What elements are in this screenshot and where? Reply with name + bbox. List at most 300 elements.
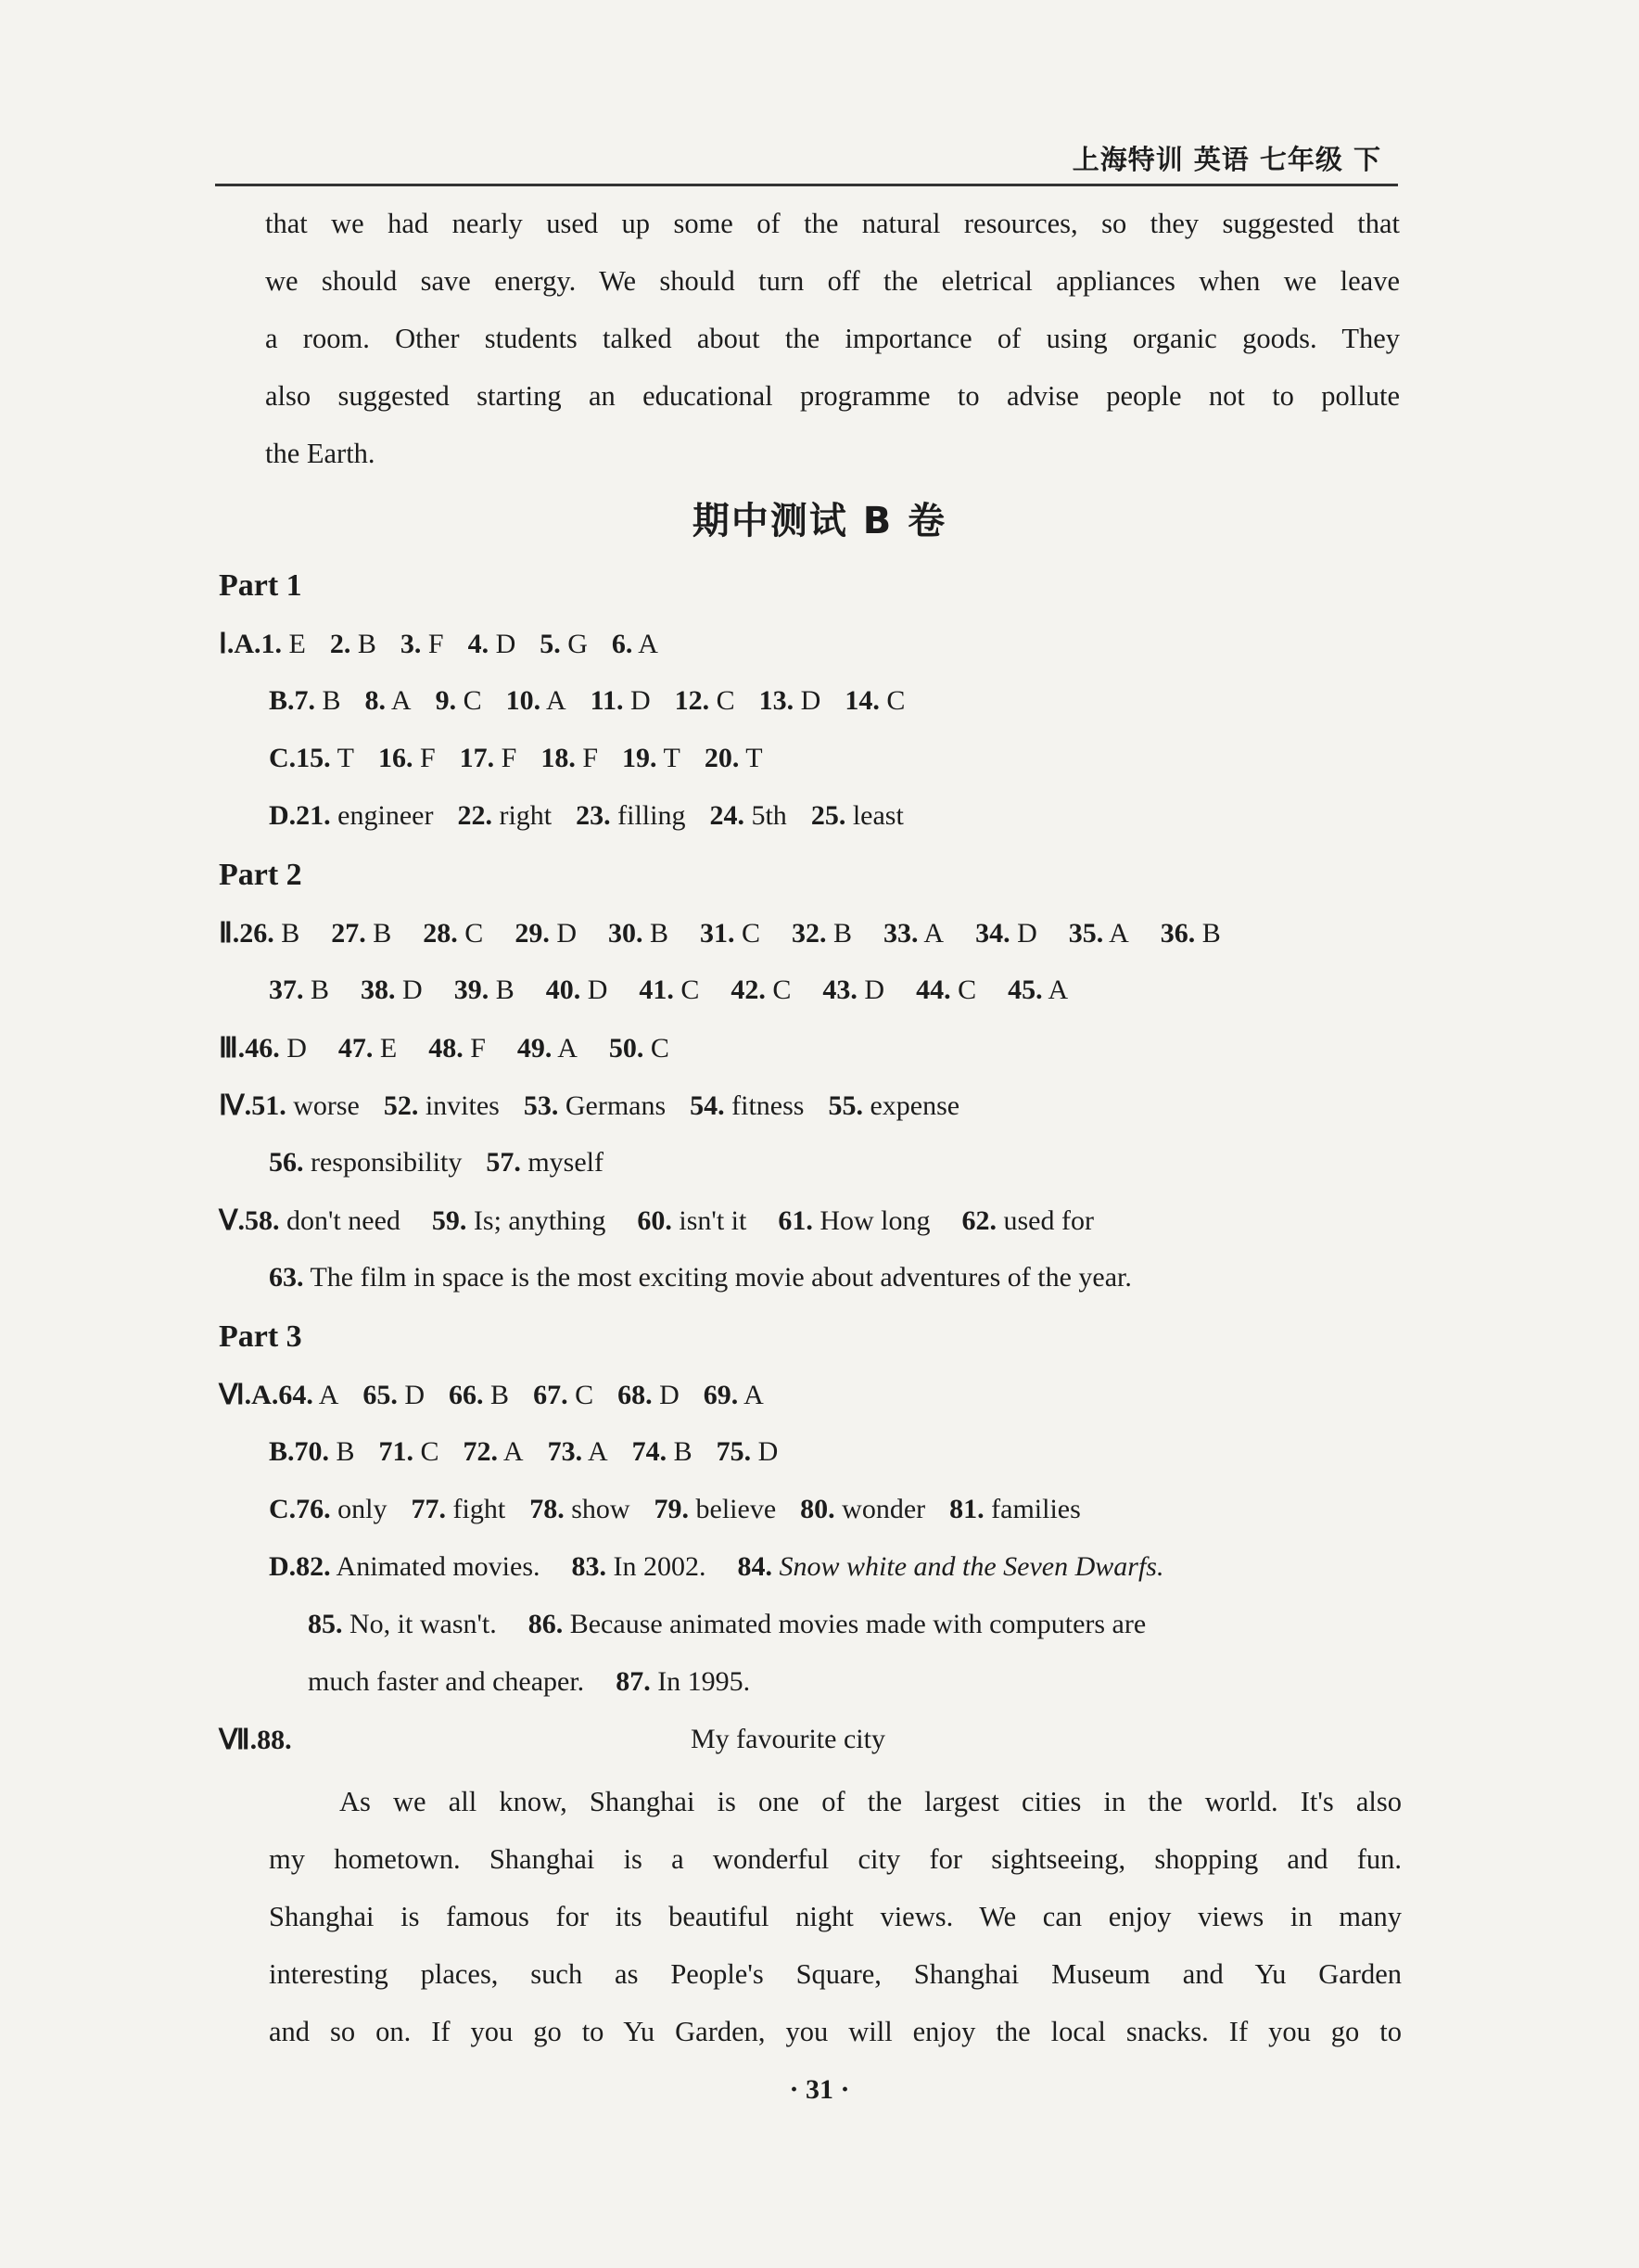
answer-item <box>362 1380 425 1411</box>
answer-text: D <box>629 685 651 716</box>
answer-items <box>295 685 906 716</box>
answer-item <box>269 1262 1132 1293</box>
answer-text: families <box>991 1494 1081 1524</box>
part-3-heading: Part 3 <box>219 1319 302 1354</box>
answer-item <box>576 800 685 832</box>
answer-item <box>845 685 905 717</box>
question-number: 42. <box>731 975 766 1005</box>
answer-text: B <box>490 1380 510 1410</box>
answer-text: D <box>495 629 516 659</box>
answer-item <box>269 975 329 1006</box>
answer-item <box>709 800 786 832</box>
answer-items <box>269 975 1068 1005</box>
answer-item <box>269 1147 462 1179</box>
question-number: 25. <box>810 800 846 831</box>
answer-text: B <box>336 1436 355 1467</box>
answer-items <box>269 1262 1132 1293</box>
answer-text: A <box>587 1436 608 1467</box>
roman-numeral: Ⅲ. <box>219 1033 246 1064</box>
roman-numeral: Ⅱ. <box>219 918 240 949</box>
answer-item <box>548 1436 608 1468</box>
answer-text: worse <box>293 1090 360 1121</box>
answer-item <box>296 743 354 774</box>
answer-item <box>384 1090 500 1122</box>
answer-item <box>546 975 608 1006</box>
question-number: 31. <box>700 918 735 949</box>
answer-row-I-B <box>269 685 905 717</box>
question-number: 70. <box>294 1436 330 1467</box>
answer-item <box>361 975 423 1006</box>
answer-text: engineer <box>337 800 434 831</box>
answer-text: A <box>1048 975 1069 1005</box>
answer-item <box>690 1090 804 1122</box>
answer-item <box>379 1436 439 1468</box>
answer-text: C <box>650 1033 669 1064</box>
essay-paragraph <box>269 1773 1402 2060</box>
answer-item <box>295 685 341 717</box>
question-number: 59. <box>431 1205 467 1236</box>
question-number: 17. <box>459 743 495 773</box>
answer-item <box>365 685 412 717</box>
question-number: 13. <box>758 685 794 716</box>
answer-text: fitness <box>731 1090 805 1121</box>
header-title: 上海特训 英语 七年级 下 <box>1072 144 1381 175</box>
question-number: 77. <box>411 1494 447 1524</box>
answer-items <box>245 1205 1094 1236</box>
answer-item <box>608 918 668 949</box>
page-number: · 31 · <box>789 2074 850 2105</box>
answer-item <box>517 1033 578 1064</box>
answer-text: D <box>404 1380 426 1410</box>
answer-item <box>778 1205 930 1237</box>
answer-item <box>331 918 391 949</box>
answer-item <box>759 685 821 717</box>
answer-row-V-2 <box>269 1262 1132 1293</box>
question-number: 75. <box>716 1436 752 1467</box>
intro-line: we should save energy. We should turn off the eletrical appliances when we leave <box>265 265 1400 297</box>
answer-items <box>278 1380 763 1410</box>
answer-items <box>296 1494 1081 1524</box>
question-number: 46. <box>245 1033 280 1064</box>
answer-text: C <box>680 975 700 1005</box>
answer-text: filling <box>617 800 686 831</box>
question-number: 4. <box>467 629 489 659</box>
answer-text: B <box>649 918 668 949</box>
answer-item <box>239 918 299 949</box>
answer-text: G <box>567 629 588 659</box>
answer-text: C <box>463 685 482 716</box>
answer-row-VI-D-3 <box>308 1666 750 1698</box>
answer-text: C <box>464 918 484 949</box>
question-number: 73. <box>547 1436 583 1467</box>
answer-item <box>916 975 976 1006</box>
answer-text: A <box>923 918 945 949</box>
answer-item <box>378 743 436 774</box>
answer-text: F <box>419 743 436 773</box>
question-number: 27. <box>331 918 366 949</box>
sub-label: C. <box>269 743 297 773</box>
answer-text: B <box>373 918 392 949</box>
answer-items <box>261 629 658 659</box>
answer-item <box>962 1205 1094 1237</box>
question-number: 43. <box>822 975 858 1005</box>
answer-text: D <box>800 685 821 716</box>
question-number: 76. <box>296 1494 331 1524</box>
question-number: 20. <box>704 743 740 773</box>
question-number: 69. <box>703 1380 739 1410</box>
sub-label: C. <box>269 1494 297 1524</box>
answer-text: show <box>571 1494 630 1524</box>
answer-text: right <box>499 800 553 831</box>
question-number: 5. <box>540 629 561 659</box>
question-number: 85. <box>308 1609 343 1639</box>
answer-item <box>245 1205 400 1237</box>
question-number: 62. <box>961 1205 997 1236</box>
answer-items <box>296 743 762 773</box>
answer-item <box>400 629 444 660</box>
answer-item <box>468 629 516 660</box>
answer-items <box>251 1090 959 1121</box>
answer-text: Because animated movies made with computers are <box>569 1609 1147 1639</box>
answer-row-III <box>219 1032 669 1064</box>
answer-item <box>704 1380 764 1411</box>
answer-text: E <box>288 629 306 659</box>
question-number: 63. <box>269 1262 304 1293</box>
question-number: 28. <box>423 918 458 949</box>
answer-items <box>245 1033 669 1064</box>
answer-text: A <box>557 1033 578 1064</box>
answer-text: A <box>1109 918 1129 949</box>
intro-paragraph <box>265 195 1400 482</box>
answer-item <box>436 685 482 717</box>
answer-text: B <box>833 918 853 949</box>
answer-text: B <box>1201 918 1221 949</box>
part-2-heading: Part 2 <box>219 858 302 892</box>
answer-item <box>338 1033 397 1064</box>
answer-text: F <box>582 743 599 773</box>
answer-item <box>460 743 517 774</box>
answer-text: B <box>281 918 300 949</box>
question-number: 44. <box>916 975 951 1005</box>
question-number: 7. <box>294 685 316 716</box>
question-number: 50. <box>608 1033 644 1064</box>
question-number: 87. <box>616 1666 651 1697</box>
sub-label: B. <box>269 685 295 716</box>
question-number: 1. <box>260 629 283 659</box>
answer-item <box>412 1494 506 1525</box>
answer-item <box>731 975 791 1006</box>
question-number: 48. <box>428 1033 464 1064</box>
answer-text: D <box>402 975 423 1005</box>
answer-text: B <box>311 975 330 1005</box>
answer-row-VI-D-1 <box>269 1551 1163 1583</box>
answer-text: Is; anything <box>473 1205 606 1236</box>
answer-item <box>1069 918 1129 949</box>
intro-line: the Earth. <box>265 438 375 469</box>
answer-text: A <box>502 1436 524 1467</box>
answer-text: D <box>864 975 885 1005</box>
answer-text: A <box>545 685 566 716</box>
answer-item <box>251 1090 360 1122</box>
question-number: 35. <box>1068 918 1104 949</box>
answer-item <box>632 1436 692 1468</box>
answer-item <box>295 1436 355 1468</box>
answer-item <box>296 1494 387 1525</box>
question-number: 6. <box>611 629 633 659</box>
answer-text: believe <box>695 1494 777 1524</box>
question-number: 57. <box>486 1147 521 1178</box>
question-number: 15. <box>296 743 331 773</box>
question-number: 51. <box>251 1090 286 1121</box>
question-number: 67. <box>533 1380 568 1410</box>
essay-line: As we all know, Shanghai is one of the largest cities in the world. It's also <box>339 1786 1402 1817</box>
answer-text: T <box>663 743 680 773</box>
question-number: 74. <box>631 1436 667 1467</box>
question-number: 41. <box>639 975 674 1005</box>
answer-text: D <box>587 975 608 1005</box>
question-number: 55. <box>828 1090 863 1121</box>
answer-row-I-C <box>269 743 763 774</box>
question-number: 12. <box>674 685 710 716</box>
intro-line: a room. Other students talked about the importance of using organic goods. They <box>265 323 1400 354</box>
question-number: 71. <box>378 1436 414 1467</box>
answer-row-VI-B <box>269 1436 778 1468</box>
answer-text: A <box>318 1380 339 1410</box>
question-number: 83. <box>571 1551 606 1582</box>
answer-text: F <box>501 743 517 773</box>
answer-item <box>612 629 658 660</box>
question-number: 36. <box>1160 918 1196 949</box>
answer-text: don't need <box>286 1205 400 1236</box>
answer-item <box>949 1494 1081 1525</box>
answer-item <box>540 629 588 660</box>
answer-row-I-A <box>219 628 658 660</box>
header-rule <box>215 184 1398 186</box>
answer-text: invites <box>425 1090 500 1121</box>
roman-numeral: Ⅶ. <box>219 1725 258 1755</box>
answer-text: D <box>659 1380 680 1410</box>
answer-item <box>486 1147 604 1179</box>
answer-item <box>591 685 651 717</box>
question-number: 19. <box>622 743 657 773</box>
essay-line: and so on. If you go to Yu Garden, you will enjoy the local snacks. If you go to <box>269 2016 1402 2047</box>
question-number: 82. <box>296 1551 331 1582</box>
question-number: 8. <box>364 685 387 716</box>
answer-text: A <box>743 1380 764 1410</box>
question-number: 54. <box>690 1090 725 1121</box>
question-number: 37. <box>269 975 304 1005</box>
answer-row-II-2 <box>269 975 1068 1006</box>
answer-item <box>533 1380 593 1411</box>
question-number: 81. <box>949 1494 985 1524</box>
roman-numeral: Ⅳ. <box>219 1090 252 1121</box>
essay-line: interesting places, such as People's Square, Shanghai Museum and Yu Garden <box>269 1958 1402 1990</box>
essay-line: Shanghai is famous for its beautiful night views. We can enjoy views in many <box>269 1901 1402 1932</box>
question-number: 56. <box>269 1147 304 1178</box>
sub-label: D. <box>269 800 297 831</box>
question-number: 49. <box>516 1033 553 1064</box>
answer-text: How long <box>820 1205 931 1236</box>
question-number: 26. <box>239 918 274 949</box>
answer-item <box>675 685 735 717</box>
question-number: 34. <box>975 918 1010 949</box>
question-number: 18. <box>540 743 576 773</box>
question-number: 30. <box>607 918 643 949</box>
question-number: 65. <box>362 1380 398 1410</box>
question-number: 9. <box>435 685 457 716</box>
answer-text: Snow white and the Seven Dwarfs. <box>779 1551 1164 1582</box>
answer-text: only <box>337 1494 388 1524</box>
question-number: 10. <box>505 685 541 716</box>
answer-items <box>295 1436 779 1467</box>
answer-text: D <box>1017 918 1037 949</box>
essay-title: My favourite city <box>691 1724 885 1754</box>
sub-label: D. <box>269 1551 297 1582</box>
answer-row-II-1 <box>219 917 1221 949</box>
answer-text: Animated movies. <box>336 1551 540 1582</box>
roman-numeral: Ⅵ. <box>219 1380 252 1410</box>
answer-item <box>515 918 577 949</box>
question-number: 52. <box>383 1090 419 1121</box>
section-title: 期中测试 B 卷 <box>692 500 947 542</box>
question-number: 32. <box>792 918 827 949</box>
answer-item <box>540 743 598 774</box>
question-number: 66. <box>449 1380 484 1410</box>
answer-text: B <box>322 685 341 716</box>
answer-items <box>296 800 904 831</box>
answer-text: fight <box>452 1494 506 1524</box>
question-number: 72. <box>463 1436 499 1467</box>
answer-row-VII <box>219 1724 292 1756</box>
answer-text: D <box>757 1436 779 1467</box>
answer-item <box>506 685 566 717</box>
answer-row-V-1 <box>219 1204 1094 1237</box>
answer-item <box>1008 975 1068 1006</box>
answer-row-VI-A <box>219 1379 764 1411</box>
question-number: 68. <box>617 1380 653 1410</box>
answer-item <box>617 1380 680 1411</box>
answer-item <box>296 800 433 832</box>
question-number: 58. <box>245 1205 280 1236</box>
question-number: 88. <box>257 1725 292 1755</box>
answer-item <box>705 743 763 774</box>
answer-text: much faster and cheaper. <box>308 1666 585 1697</box>
answer-text: C <box>575 1380 594 1410</box>
answer-text: 5th <box>751 800 787 831</box>
question-number: 39. <box>453 975 489 1005</box>
answer-item <box>654 1494 777 1525</box>
question-number: 60. <box>637 1205 672 1236</box>
answer-item <box>822 975 884 1006</box>
answer-row-VI-D-2 <box>308 1609 1146 1640</box>
part-1-heading: Part 1 <box>219 568 302 603</box>
answer-item <box>423 918 483 949</box>
essay-line: my hometown. Shanghai is a wonderful city for sightseeing, shopping and fun. <box>269 1843 1402 1875</box>
answer-text: C <box>772 975 792 1005</box>
question-number: 84. <box>737 1551 772 1582</box>
question-number: 2. <box>329 629 351 659</box>
answer-text: In 1995. <box>657 1666 751 1697</box>
answer-item <box>245 1033 307 1064</box>
answer-text: No, it wasn't. <box>349 1609 497 1639</box>
answer-item <box>524 1090 666 1122</box>
answer-text: T <box>337 743 354 773</box>
question-number: 53. <box>523 1090 559 1121</box>
answer-item <box>428 1033 486 1064</box>
question-number: 78. <box>529 1494 565 1524</box>
intro-line: also suggested starting an educational programme to advise people not to pollute <box>265 380 1400 412</box>
answer-item <box>609 1033 669 1064</box>
question-number: 33. <box>883 918 919 949</box>
answer-text: D <box>286 1033 307 1064</box>
sub-label: A. <box>251 1380 279 1410</box>
answer-items <box>269 1147 604 1178</box>
question-number: 21. <box>296 800 331 831</box>
roman-numeral: Ⅰ. <box>219 629 235 659</box>
answer-row-IV-2 <box>269 1147 604 1179</box>
answer-item <box>1161 918 1221 949</box>
answer-text: least <box>852 800 904 831</box>
answer-text: In 2002. <box>613 1551 706 1582</box>
answer-items <box>239 918 1221 949</box>
answer-text: C <box>742 918 761 949</box>
answer-text: The film in space is the most exciting movie about adventures of the year. <box>310 1262 1132 1293</box>
answer-text: expense <box>870 1090 960 1121</box>
answer-text: responsibility <box>311 1147 463 1178</box>
answer-text: C <box>886 685 906 716</box>
answer-item <box>828 1090 959 1122</box>
answer-text: C <box>958 975 977 1005</box>
answer-text: isn't it <box>679 1205 747 1236</box>
question-number: 45. <box>1008 975 1043 1005</box>
answer-text: A <box>390 685 412 716</box>
answer-text: C <box>716 685 735 716</box>
answer-text: D <box>556 918 577 949</box>
answer-item <box>330 629 376 660</box>
answer-text: C <box>420 1436 439 1467</box>
answer-item <box>639 975 699 1006</box>
question-number: 40. <box>545 975 581 1005</box>
answer-item <box>792 918 852 949</box>
answer-item <box>883 918 944 949</box>
answer-text: F <box>470 1033 486 1064</box>
answer-text: wonder <box>842 1494 926 1524</box>
answer-text: A <box>638 629 658 659</box>
answer-text: B <box>495 975 515 1005</box>
answer-item <box>432 1205 606 1237</box>
question-number: 16. <box>377 743 413 773</box>
question-number: 79. <box>654 1494 690 1524</box>
question-number: 47. <box>337 1033 374 1064</box>
answer-item <box>717 1436 779 1468</box>
answer-text: used for <box>1003 1205 1094 1236</box>
intro-line: that we had nearly used up some of the natural resources, so they suggested that <box>265 208 1400 239</box>
answer-item <box>622 743 680 774</box>
answer-text: B <box>357 629 376 659</box>
answer-item <box>637 1205 746 1237</box>
answer-item <box>454 975 515 1006</box>
question-number: 64. <box>278 1380 313 1410</box>
answer-item <box>975 918 1037 949</box>
answer-item <box>811 800 904 832</box>
question-number: 22. <box>457 800 492 831</box>
answer-item <box>449 1380 509 1411</box>
question-number: 11. <box>590 685 624 716</box>
answer-item <box>278 1380 338 1411</box>
answer-item <box>457 800 552 832</box>
question-number: 61. <box>778 1205 813 1236</box>
answer-item <box>800 1494 925 1525</box>
